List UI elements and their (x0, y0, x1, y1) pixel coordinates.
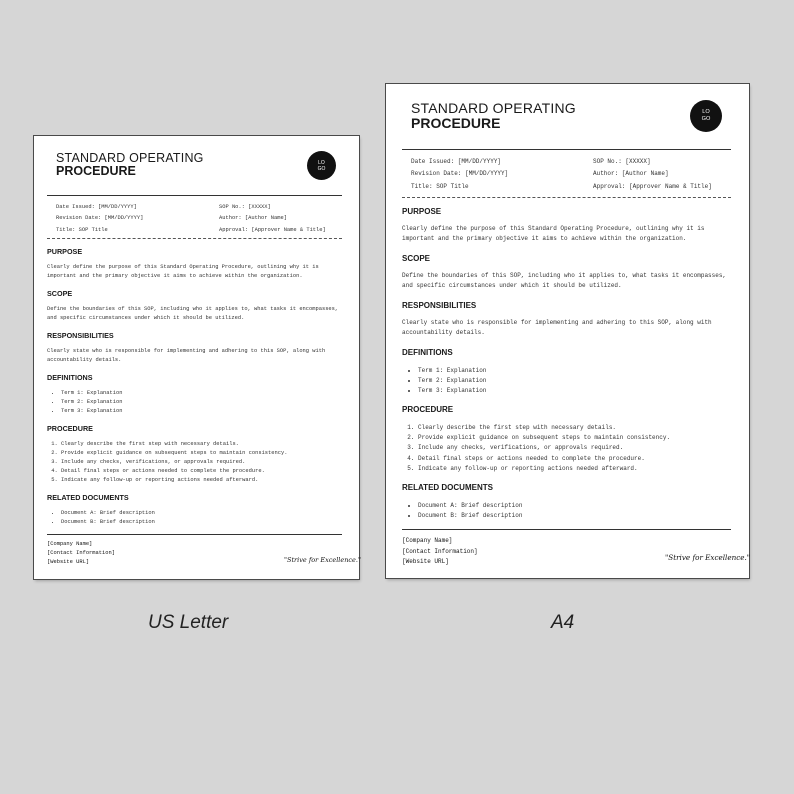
purpose-text: Clearly define the purpose of this Standard Operating Procedure, outlining why it is important and the primary objective it aims to achieve within the organization. (402, 225, 705, 243)
contact-information: [Contact Information] (47, 550, 115, 557)
a4-page (386, 84, 749, 578)
procedure-list (47, 440, 287, 485)
scope-text: Define the boundaries of this SOP, including who it applies to, what tasks it encompasses, and specific circumstances under which it should be utilized. (402, 272, 727, 290)
purpose-heading: PURPOSE (47, 247, 83, 256)
contact-information: [Contact Information] (402, 547, 478, 555)
company-name: [Company Name] (47, 541, 93, 547)
logo-placeholder (690, 100, 722, 132)
list-item: 1. Clearly describe the first step with necessary details. (61, 440, 287, 449)
logo-text-1: LO (318, 159, 325, 166)
logo-text-1: LO (702, 109, 710, 116)
footer-contact (47, 540, 115, 568)
meta-divider (47, 238, 342, 239)
responsibilities-text: Clearly state who is responsible for implementing and adhering to this SOP, along with accountability details. (47, 348, 326, 364)
meta-divider (402, 197, 731, 198)
list-item: 3. Include any checks, verifications, or approvals required. (418, 443, 670, 453)
author: Author: [Author Name] (219, 215, 287, 222)
responsibilities-heading: RESPONSIBILITIES (402, 301, 477, 310)
footer-divider (47, 534, 342, 535)
us-letter-caption: US Letter (148, 612, 229, 633)
company-name: [Company Name] (402, 537, 453, 544)
scope-heading: SCOPE (47, 289, 73, 298)
purpose-text: Clearly define the purpose of this Standard Operating Procedure, outlining why it is important and the primary objective it aims to achieve within the organization. (47, 264, 319, 280)
meta-right (593, 156, 712, 193)
meta-left (56, 202, 143, 236)
list-item: • Document B: Brief description (418, 511, 522, 521)
a4-caption: A4 (551, 612, 575, 633)
website-url: [Website URL] (402, 558, 449, 566)
definitions-heading: DEFINITIONS (47, 373, 93, 382)
list-item: • Term 1: Explanation (61, 389, 122, 398)
sop-title: Title: SOP Title (411, 182, 469, 190)
footer-contact (402, 536, 478, 568)
sop-title: Title: SOP Title (56, 226, 108, 233)
list-item: • Document B: Brief description (61, 518, 155, 527)
title-line-1: STANDARD OPERATING (56, 151, 204, 165)
related-documents-list (402, 501, 522, 521)
related-documents-heading: RELATED DOCUMENTS (47, 493, 129, 502)
tagline: "Strive for Excellence." (665, 553, 751, 562)
list-item: 4. Detail final steps or actions needed to complete the procedure. (61, 467, 287, 476)
list-item: 1. Clearly describe the first step with necessary details. (418, 423, 670, 433)
list-item: • Term 2: Explanation (418, 376, 486, 386)
related-documents-heading: RELATED DOCUMENTS (402, 483, 493, 492)
title-line-2: PROCEDURE (411, 115, 501, 131)
list-item: • Term 3: Explanation (418, 386, 486, 396)
list-item: • Document A: Brief description (61, 509, 155, 518)
definitions-list (402, 366, 486, 397)
list-item: • Document A: Brief description (418, 501, 522, 511)
sop-number: SOP No.: [XXXXX] (593, 158, 651, 165)
title-line-1: STANDARD OPERATING (411, 100, 576, 116)
list-item: 3. Include any checks, verifications, or approvals required. (61, 458, 287, 467)
list-item: 2. Provide explicit guidance on subsequent steps to maintain consistency. (418, 433, 670, 443)
revision-date: Revision Date: [MM/DD/YYYY] (56, 215, 144, 222)
procedure-list (402, 423, 670, 474)
logo-placeholder (307, 151, 336, 180)
definitions-list (47, 389, 122, 416)
list-item: 2. Provide explicit guidance on subsequent steps to maintain consistency. (61, 449, 287, 458)
approval: Approval: [Approver Name & Title] (593, 182, 712, 190)
logo-text-2: GO (317, 165, 326, 172)
responsibilities-heading: RESPONSIBILITIES (47, 331, 114, 340)
website-url: [Website URL] (47, 559, 90, 566)
approval: Approval: [Approver Name & Title] (219, 226, 326, 233)
list-item: • Term 1: Explanation (418, 366, 486, 376)
scope-text: Define the boundaries of this SOP, including who it applies to, what tasks it encompasses, and specific circumstances under which it should be utilized. (47, 306, 339, 322)
list-item: 5. Indicate any follow-up or reporting actions needed afterward. (61, 476, 287, 485)
date-issued: Date Issued: [MM/DD/YYYY] (411, 158, 502, 165)
responsibilities-text: Clearly state who is responsible for implementing and adhering to this SOP, along with accountability details. (402, 319, 712, 337)
sop-number: SOP No.: [XXXXX] (219, 204, 271, 210)
list-item: 5. Indicate any follow-up or reporting actions needed afterward. (418, 464, 670, 474)
header-divider (47, 195, 342, 196)
title-line-2: PROCEDURE (56, 164, 136, 178)
date-issued: Date Issued: [MM/DD/YYYY] (56, 204, 137, 210)
definitions-heading: DEFINITIONS (402, 348, 453, 357)
meta-left (411, 156, 508, 193)
list-item: 4. Detail final steps or actions needed to complete the procedure. (418, 454, 670, 464)
header-divider (402, 149, 731, 150)
purpose-heading: PURPOSE (402, 207, 442, 216)
scope-heading: SCOPE (402, 254, 431, 263)
revision-date: Revision Date: [MM/DD/YYYY] (411, 170, 509, 178)
list-item: • Term 3: Explanation (61, 407, 122, 416)
procedure-heading: PROCEDURE (402, 405, 454, 414)
tagline: "Strive for Excellence." (284, 556, 361, 564)
footer-divider (402, 529, 731, 530)
us-letter-page (34, 136, 359, 579)
author: Author: [Author Name] (593, 170, 669, 178)
related-documents-list (47, 509, 155, 527)
procedure-heading: PROCEDURE (47, 424, 93, 433)
list-item: • Term 2: Explanation (61, 398, 122, 407)
meta-right (219, 202, 326, 236)
logo-text-2: GO (701, 116, 711, 122)
